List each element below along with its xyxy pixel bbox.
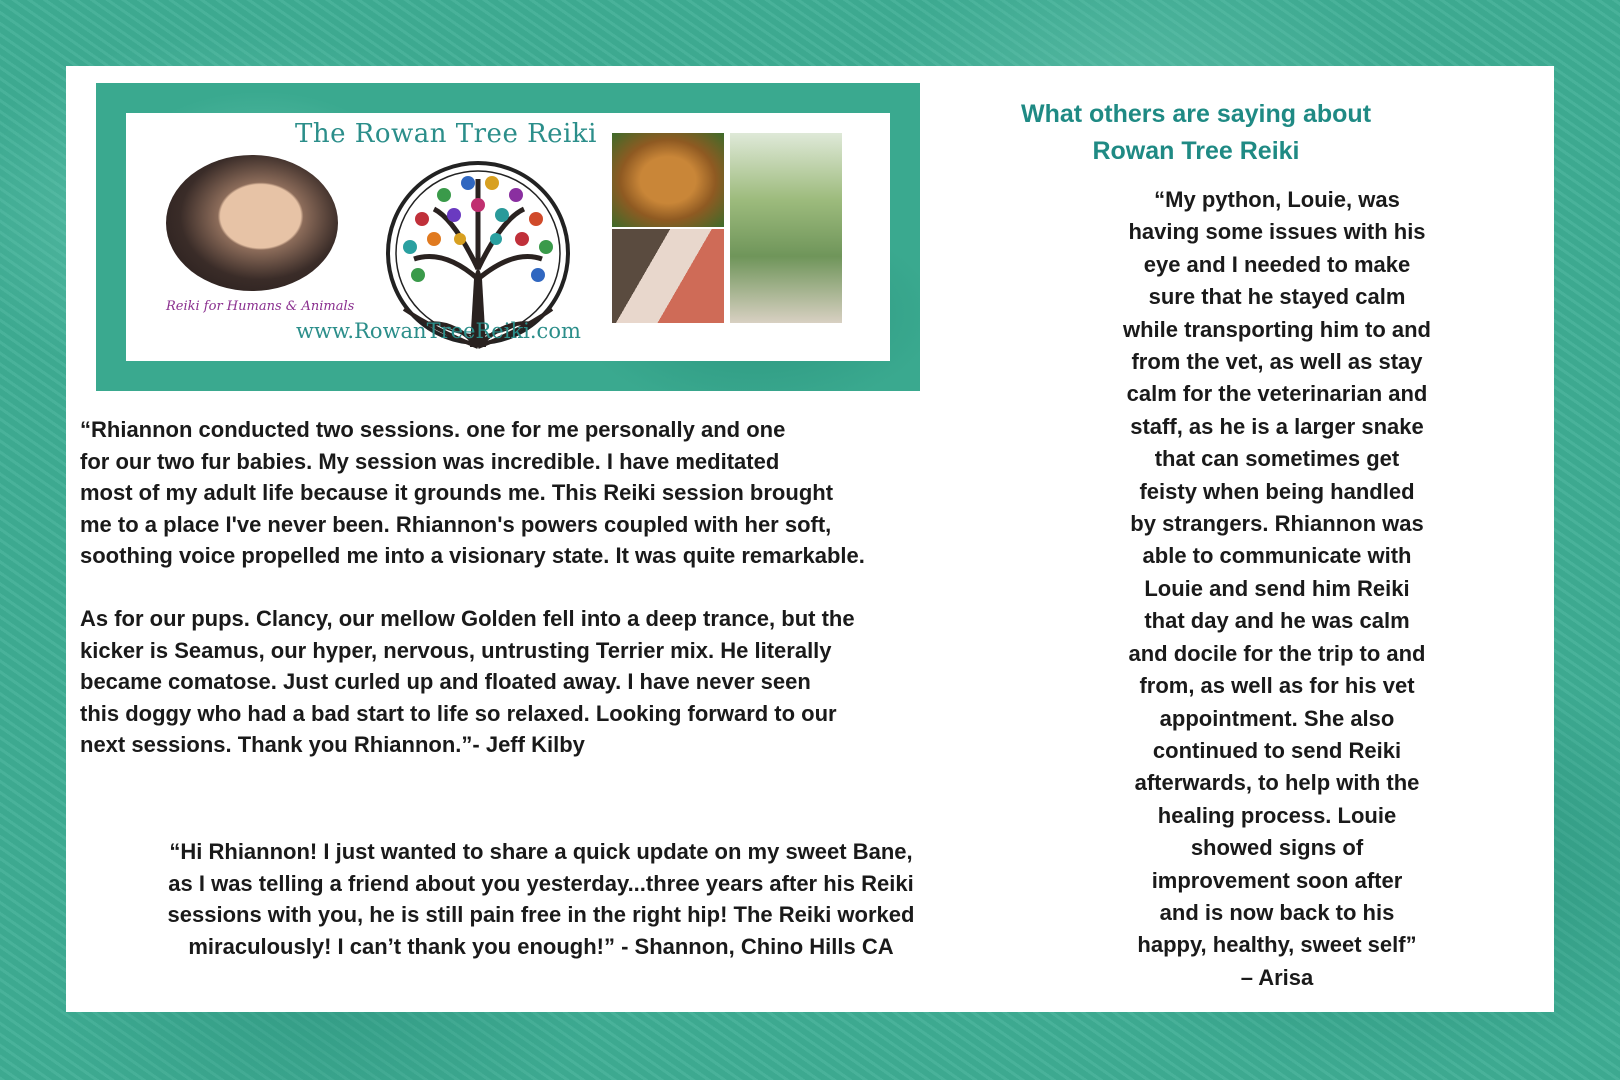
testimonial-arisa: “My python, Louie, was having some issues with his eye and I needed to make sure that he stayed calm while transporting him to and from the vet, as well as stay calm for the veterinarian and staff, as he is a larger snake that can sometimes get feisty when being handled by strangers. Rhiannon was able to communicate with Louie and send him Reiki that day and he was calm and docile for the trip to and from, as well as for his vet appointment. She also continued to send Reiki afterwards, to help with the healing process. Louie showed signs of improvement soon after and is now back to his happy, healthy, sweet self” – Arisa	[1123, 187, 1431, 990]
brand-title: The Rowan Tree Reiki	[295, 119, 597, 149]
logo-banner	[96, 83, 920, 391]
golden-retriever-photo	[612, 133, 724, 227]
website-url: www.RowanTreeReiki.com	[296, 319, 581, 343]
content-card	[66, 66, 1554, 1012]
reiki-session-photo	[166, 155, 338, 291]
couple-photo	[612, 229, 724, 323]
tagline: Reiki for Humans & Animals	[166, 299, 355, 314]
park-dog-photo	[730, 133, 842, 323]
banner-inner	[126, 113, 890, 361]
testimonial-jeff-kilby: “Rhiannon conducted two sessions. one for me personally and one for our two fur babies. My session was incredible. I have meditated most of my adult life because it grounds me. This Reiki session brought me to a place I've never been. Rhiannon's powers coupled with her soft, soothing voice propelled me into a visionary state. It was quite remarkable. As for our pups. Clancy, our mellow Golden fell into a deep trance, but the kicker is Seamus, our hyper, nervous, untrusting Terrier mix. He literally became comatose. Just curled up and floated away. I have never seen this doggy who had a bad start to life so relaxed. Looking forward to our next sessions. Thank you Rhiannon.”- Jeff Kilby	[80, 417, 865, 757]
testimonial-shannon: “Hi Rhiannon! I just wanted to share a quick update on my sweet Bane, as I was telling a friend about you yesterday...three years after his Reiki sessions with you, he is still pain free in the right hip! The Reiki worked miraculously! I can’t thank you enough!” - Shannon, Chino Hills CA	[167, 839, 915, 959]
testimonials-heading: What others are saying about Rowan Tree Reiki	[1020, 100, 1372, 165]
